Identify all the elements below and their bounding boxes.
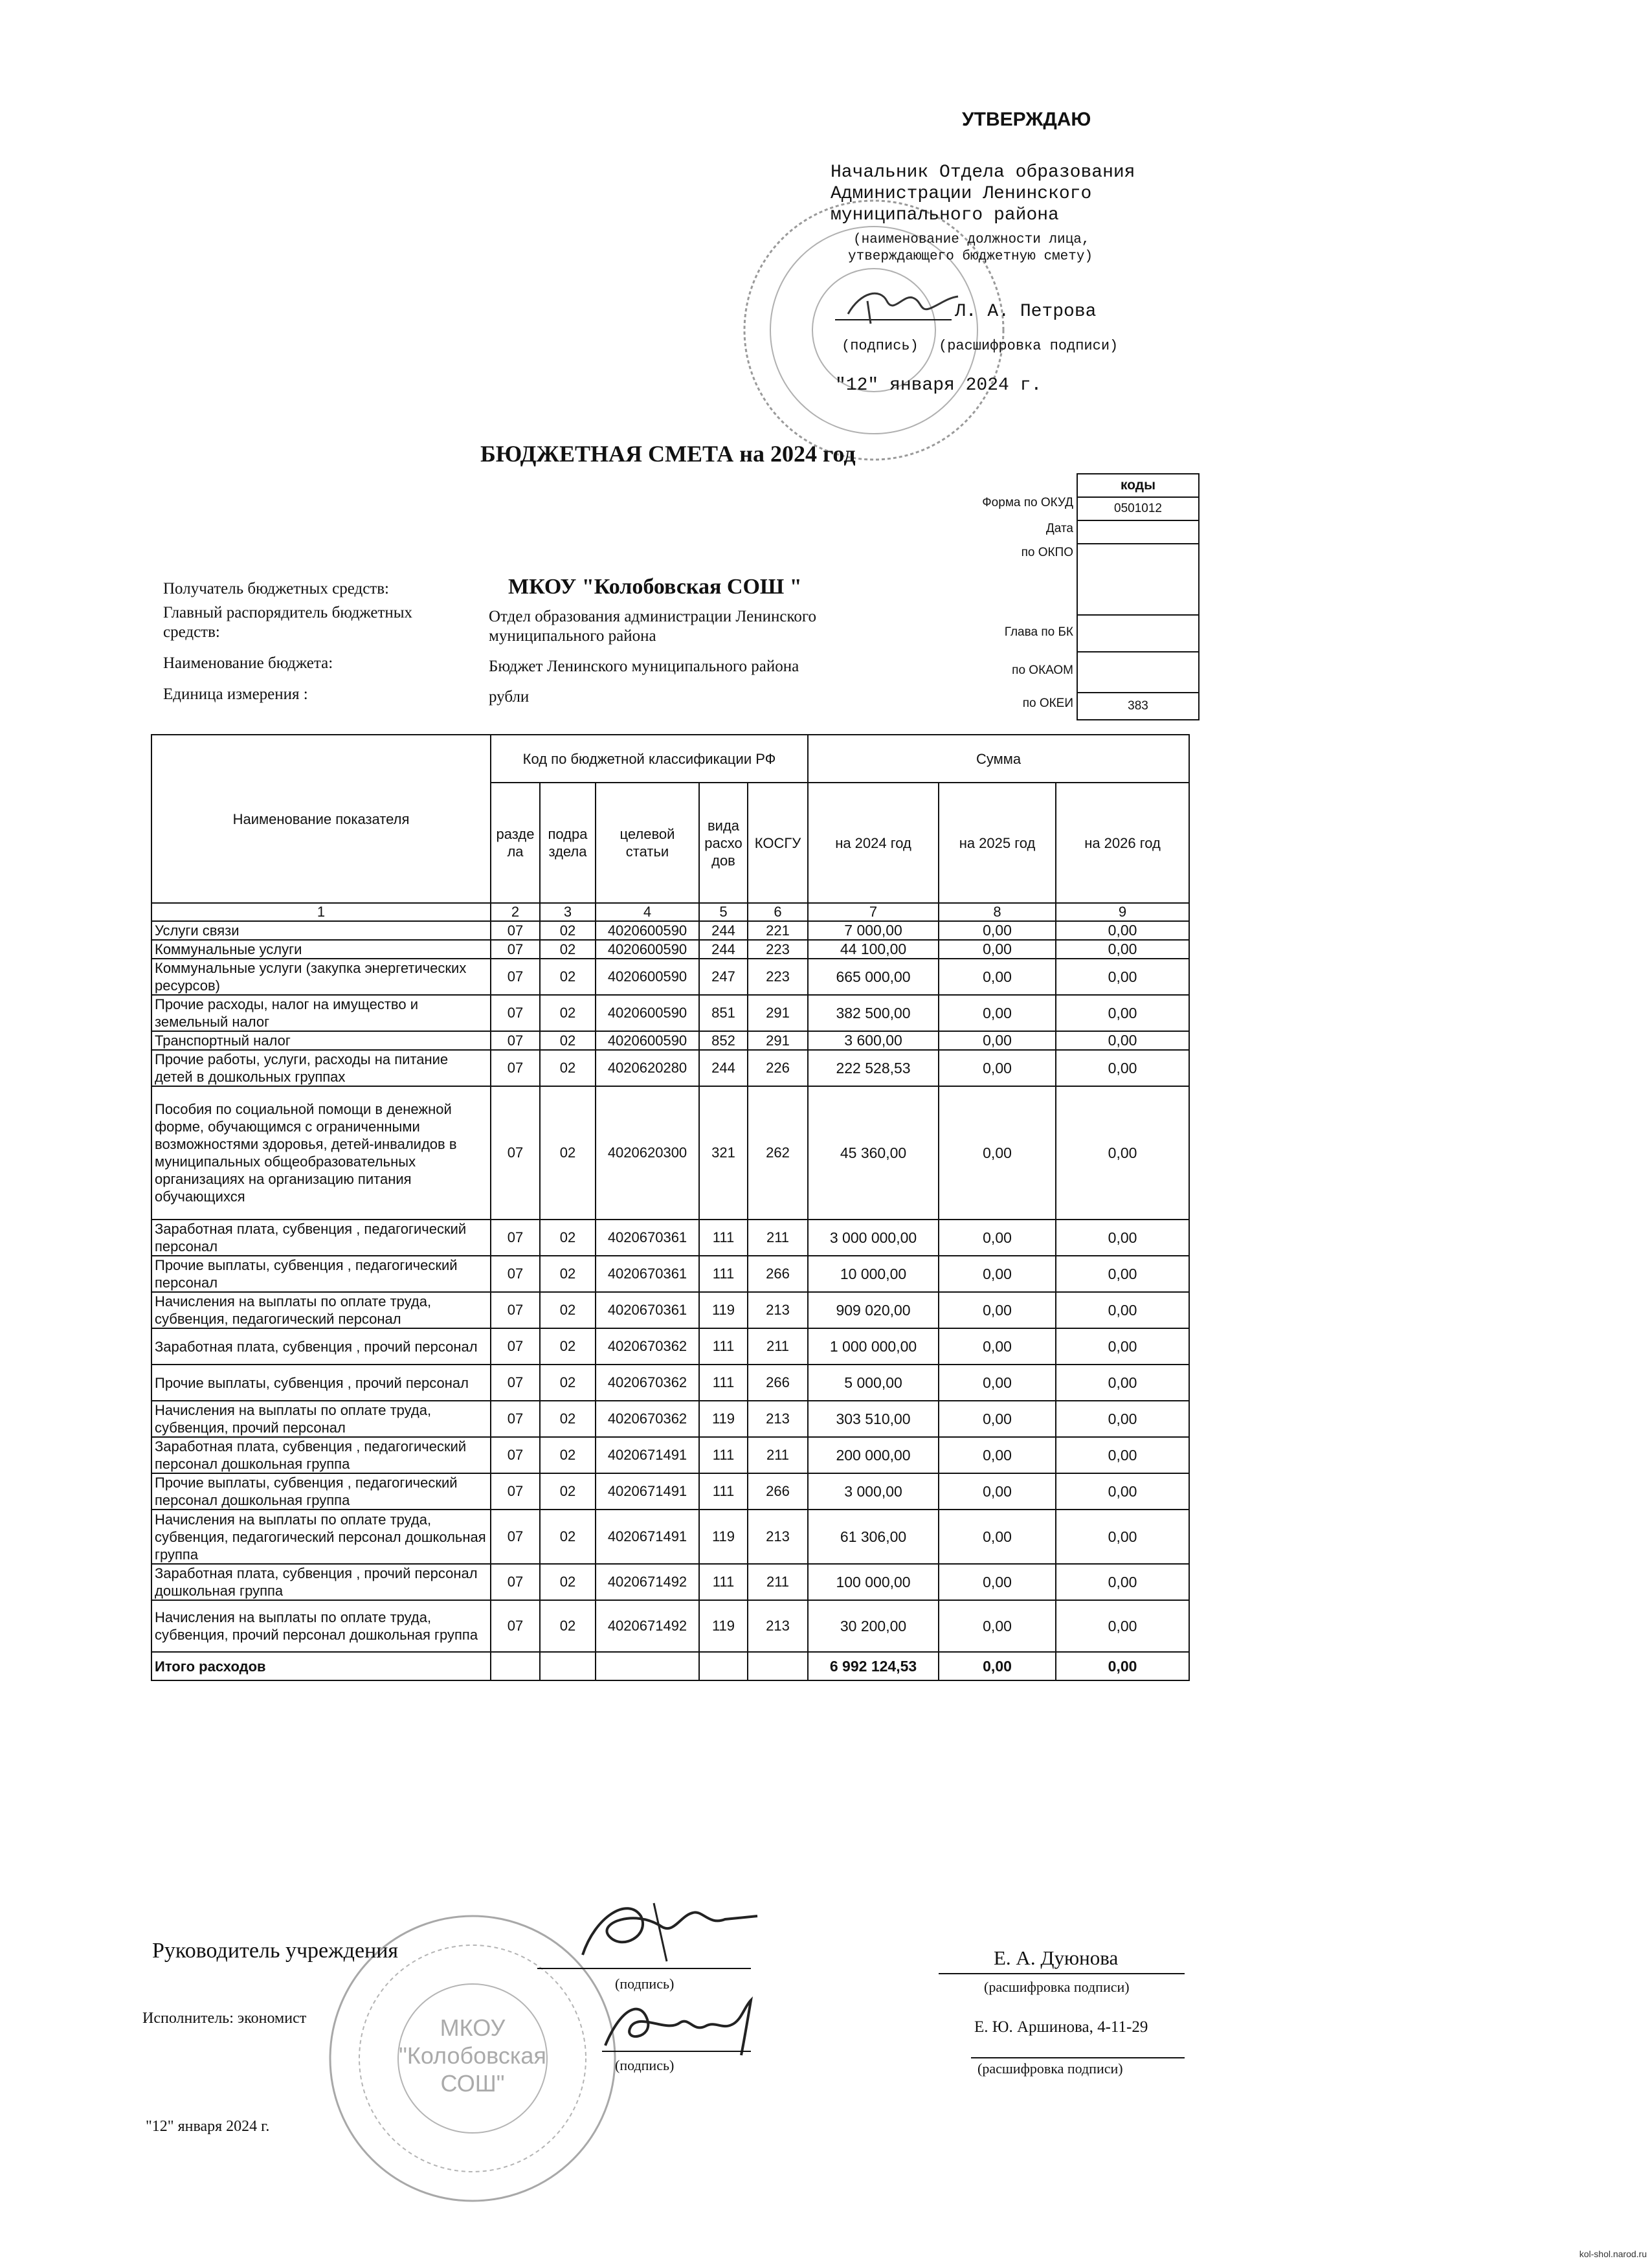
head-signature-line: [537, 1968, 751, 1969]
row-expense-type: 119: [699, 1510, 748, 1564]
row-subsection: 02: [540, 1220, 596, 1256]
okei-value: 383: [1078, 692, 1198, 719]
okpo-label: по ОКПО: [1021, 546, 1073, 559]
row-kosgu: 213: [748, 1401, 808, 1437]
row-target: 4020670361: [596, 1256, 699, 1292]
column-number: 5: [699, 903, 748, 921]
row-target: 4020600590: [596, 1031, 699, 1050]
codes-box: [1077, 473, 1200, 720]
approval-position-line: муниципального района: [831, 205, 1059, 225]
row-subsection: 02: [540, 1401, 596, 1437]
row-sum-2025: 0,00: [939, 1401, 1056, 1437]
okud-label: Форма по ОКУД: [982, 496, 1073, 509]
row-kosgu: 266: [748, 1473, 808, 1510]
okaom-value: [1078, 651, 1198, 692]
executor-name: Е. Ю. Аршинова, 4-11-29: [974, 2018, 1148, 2036]
row-sum-2024: 303 510,00: [808, 1401, 939, 1437]
row-sum-2026: 0,00: [1056, 1564, 1189, 1600]
row-sum-2026: 0,00: [1056, 1401, 1189, 1437]
row-target: 4020671491: [596, 1510, 699, 1564]
header-name: Наименование показателя: [151, 735, 491, 903]
total-label: Итого расходов: [151, 1652, 491, 1680]
row-sum-2024: 3 600,00: [808, 1031, 939, 1050]
row-sum-2024: 44 100,00: [808, 940, 939, 959]
row-sum-2025: 0,00: [939, 1292, 1056, 1328]
row-sum-2025: 0,00: [939, 959, 1056, 995]
row-kosgu: 211: [748, 1564, 808, 1600]
row-sum-2024: 382 500,00: [808, 995, 939, 1031]
row-subsection: 02: [540, 1600, 596, 1652]
row-sum-2026: 0,00: [1056, 1031, 1189, 1050]
row-kosgu: 291: [748, 1031, 808, 1050]
row-sum-2025: 0,00: [939, 1328, 1056, 1365]
row-section: 07: [491, 1050, 540, 1086]
row-expense-type: 244: [699, 921, 748, 940]
row-target: 4020670361: [596, 1292, 699, 1328]
row-subsection: 02: [540, 995, 596, 1031]
table-row: [151, 940, 1189, 959]
approval-position-note: [848, 232, 1093, 265]
recipient-value: МКОУ "Колобовская СОШ ": [508, 575, 802, 599]
row-expense-type: 244: [699, 940, 748, 959]
budget-label: Наименование бюджета:: [163, 654, 333, 672]
table-row: [151, 1220, 1189, 1256]
column-number: 7: [808, 903, 939, 921]
column-number: 2: [491, 903, 540, 921]
row-target: 4020670361: [596, 1220, 699, 1256]
row-sum-2026: 0,00: [1056, 1473, 1189, 1510]
row-name: Пособия по социальной помощи в денежной форме, обучающимся с ограниченными возможностями здоровья, детей-инвалидов в муниципальных общеобразовательных организациях на организацию питания обучающихся: [151, 1086, 491, 1220]
row-sum-2026: 0,00: [1056, 1510, 1189, 1564]
table-row: [151, 959, 1189, 995]
document-title: БЮДЖЕТНАЯ СМЕТА на 2024 год: [480, 441, 856, 467]
column-number-row: [151, 903, 1189, 921]
unit-label: Единица измерения :: [163, 686, 308, 703]
column-number: 8: [939, 903, 1056, 921]
row-name: Прочие выплаты, субвенция , педагогический персонал дошкольная группа: [151, 1473, 491, 1510]
okud-value: 0501012: [1078, 496, 1198, 520]
empty-cell: [748, 1652, 808, 1680]
row-sum-2024: 665 000,00: [808, 959, 939, 995]
row-section: 07: [491, 940, 540, 959]
row-sum-2025: 0,00: [939, 1256, 1056, 1292]
total-sum-2025: 0,00: [939, 1652, 1056, 1680]
header-2024: на 2024 год: [808, 783, 939, 903]
header-target: целевой статьи: [596, 783, 699, 903]
row-expense-type: 852: [699, 1031, 748, 1050]
row-target: 4020670362: [596, 1365, 699, 1401]
table-row: [151, 1564, 1189, 1600]
manager-label: [163, 603, 412, 642]
manager-label-line: Главный распорядитель бюджетных: [163, 604, 413, 621]
approval-title: УТВЕРЖДАЮ: [962, 109, 1091, 130]
row-expense-type: 111: [699, 1220, 748, 1256]
table-row: [151, 1365, 1189, 1401]
table-row: [151, 995, 1189, 1031]
row-subsection: 02: [540, 1564, 596, 1600]
row-target: 4020671492: [596, 1564, 699, 1600]
row-section: 07: [491, 1401, 540, 1437]
row-target: 4020671491: [596, 1473, 699, 1510]
row-name: Коммунальные услуги: [151, 940, 491, 959]
row-kosgu: 213: [748, 1600, 808, 1652]
okei-label: по ОКЕИ: [1022, 697, 1073, 710]
row-sum-2025: 0,00: [939, 1600, 1056, 1652]
row-section: 07: [491, 1437, 540, 1473]
header-expense-type: вида расхо дов: [699, 783, 748, 903]
row-subsection: 02: [540, 1365, 596, 1401]
table-row: [151, 1401, 1189, 1437]
row-sum-2024: 3 000,00: [808, 1473, 939, 1510]
row-sum-2024: 45 360,00: [808, 1086, 939, 1220]
head-signature: [570, 1890, 764, 1974]
head-decoding-line: [939, 1973, 1185, 1974]
row-expense-type: 119: [699, 1401, 748, 1437]
total-sum-2024: 6 992 124,53: [808, 1652, 939, 1680]
row-kosgu: 213: [748, 1292, 808, 1328]
executor-signature-label: (подпись): [615, 2057, 675, 2073]
row-section: 07: [491, 995, 540, 1031]
date-code-value: [1078, 520, 1198, 543]
row-sum-2026: 0,00: [1056, 1328, 1189, 1365]
row-name: Услуги связи: [151, 921, 491, 940]
row-section: 07: [491, 921, 540, 940]
row-sum-2024: 3 000 000,00: [808, 1220, 939, 1256]
row-sum-2025: 0,00: [939, 921, 1056, 940]
row-target: 4020670362: [596, 1328, 699, 1365]
table-row: [151, 1600, 1189, 1652]
row-sum-2024: 1 000 000,00: [808, 1328, 939, 1365]
executor-decoding-line: [971, 2057, 1185, 2058]
row-subsection: 02: [540, 1510, 596, 1564]
row-section: 07: [491, 1086, 540, 1220]
header-kosgu: КОСГУ: [748, 783, 808, 903]
row-sum-2026: 0,00: [1056, 1086, 1189, 1220]
row-expense-type: 119: [699, 1600, 748, 1652]
column-number: 9: [1056, 903, 1189, 921]
codes-header: коды: [1120, 478, 1156, 493]
row-target: 4020600590: [596, 940, 699, 959]
date-code-label: Дата: [1045, 522, 1073, 535]
table-row: [151, 1256, 1189, 1292]
empty-cell: [699, 1652, 748, 1680]
row-sum-2024: 100 000,00: [808, 1564, 939, 1600]
row-target: 4020600590: [596, 995, 699, 1031]
row-name: Коммунальные услуги (закупка энергетических ресурсов): [151, 959, 491, 995]
approval-note-line: (наименование должности лица,: [853, 232, 1090, 247]
row-expense-type: 321: [699, 1086, 748, 1220]
approval-name: Л. А. Петрова: [955, 302, 1097, 322]
empty-cell: [491, 1652, 540, 1680]
row-expense-type: 111: [699, 1256, 748, 1292]
approval-signature-label: (подпись): [842, 338, 919, 354]
row-name: Начисления на выплаты по оплате труда, субвенция, прочий персонал: [151, 1401, 491, 1437]
row-section: 07: [491, 1365, 540, 1401]
bk-label: Глава по БК: [1004, 625, 1073, 639]
table-row: [151, 1437, 1189, 1473]
row-expense-type: 111: [699, 1437, 748, 1473]
table-row: [151, 921, 1189, 940]
row-kosgu: 211: [748, 1220, 808, 1256]
row-sum-2025: 0,00: [939, 1510, 1056, 1564]
row-expense-type: 111: [699, 1473, 748, 1510]
row-section: 07: [491, 1564, 540, 1600]
recipient-label: Получатель бюджетных средств:: [163, 580, 389, 597]
row-sum-2025: 0,00: [939, 995, 1056, 1031]
row-target: 4020671492: [596, 1600, 699, 1652]
row-expense-type: 851: [699, 995, 748, 1031]
row-sum-2025: 0,00: [939, 1086, 1056, 1220]
okaom-label: по ОКАОМ: [1012, 663, 1073, 677]
row-section: 07: [491, 1256, 540, 1292]
approval-note-line: утверждающего бюджетную смету): [848, 249, 1093, 264]
row-name: Заработная плата, субвенция , прочий персонал: [151, 1328, 491, 1365]
row-sum-2024: 61 306,00: [808, 1510, 939, 1564]
row-section: 07: [491, 1292, 540, 1328]
row-sum-2026: 0,00: [1056, 995, 1189, 1031]
row-sum-2024: 7 000,00: [808, 921, 939, 940]
row-name: Начисления на выплаты по оплате труда, субвенция, прочий персонал дошкольная группа: [151, 1600, 491, 1652]
row-subsection: 02: [540, 1031, 596, 1050]
approval-signature: [842, 278, 965, 330]
table-row: [151, 1328, 1189, 1365]
row-sum-2026: 0,00: [1056, 921, 1189, 940]
table-row: [151, 1510, 1189, 1564]
head-signature-label: (подпись): [615, 1976, 675, 1992]
row-target: 4020670362: [596, 1401, 699, 1437]
header-2025: на 2025 год: [939, 783, 1056, 903]
manager-value-line: Отдел образования администрации Ленинского: [489, 608, 817, 625]
row-sum-2025: 0,00: [939, 1365, 1056, 1401]
approval-position: [831, 162, 1135, 226]
row-sum-2024: 222 528,53: [808, 1050, 939, 1086]
approval-position-line: Начальник Отдела образования: [831, 162, 1135, 183]
seal-text-line: "Колобовская: [399, 2042, 546, 2069]
row-sum-2026: 0,00: [1056, 1600, 1189, 1652]
row-name: Начисления на выплаты по оплате труда, субвенция, педагогический персонал: [151, 1292, 491, 1328]
row-sum-2026: 0,00: [1056, 1050, 1189, 1086]
row-sum-2026: 0,00: [1056, 959, 1189, 995]
row-section: 07: [491, 1220, 540, 1256]
row-name: Прочие выплаты, субвенция , прочий персонал: [151, 1365, 491, 1401]
row-section: 07: [491, 1473, 540, 1510]
seal-text-line: МКОУ: [440, 2014, 506, 2041]
row-sum-2024: 30 200,00: [808, 1600, 939, 1652]
row-kosgu: 262: [748, 1086, 808, 1220]
row-subsection: 02: [540, 1086, 596, 1220]
empty-cell: [540, 1652, 596, 1680]
site-watermark: kol-shol.narod.ru: [1579, 2249, 1647, 2259]
row-section: 07: [491, 1031, 540, 1050]
executor-label: Исполнитель: экономист: [142, 2010, 307, 2027]
column-number: 4: [596, 903, 699, 921]
unit-value: рубли: [489, 688, 530, 706]
table-row: [151, 1086, 1189, 1220]
row-name: Прочие расходы, налог на имущество и земельный налог: [151, 995, 491, 1031]
table-row: [151, 1031, 1189, 1050]
row-sum-2025: 0,00: [939, 1031, 1056, 1050]
executor-signature: [596, 1994, 764, 2058]
row-kosgu: 223: [748, 940, 808, 959]
head-name: Е. А. Дуюнова: [994, 1946, 1119, 1969]
row-section: 07: [491, 1328, 540, 1365]
row-sum-2025: 0,00: [939, 1050, 1056, 1086]
row-expense-type: 111: [699, 1564, 748, 1600]
row-kosgu: 221: [748, 921, 808, 940]
approval-decoding-label: (расшифровка подписи): [939, 338, 1119, 354]
total-sum-2026: 0,00: [1056, 1652, 1189, 1680]
bk-value: [1078, 614, 1198, 651]
row-name: Заработная плата, субвенция , педагогический персонал дошкольная группа: [151, 1437, 491, 1473]
row-subsection: 02: [540, 1328, 596, 1365]
row-kosgu: 211: [748, 1437, 808, 1473]
row-kosgu: 266: [748, 1256, 808, 1292]
row-sum-2026: 0,00: [1056, 1256, 1189, 1292]
row-name: Заработная плата, субвенция , педагогический персонал: [151, 1220, 491, 1256]
row-expense-type: 111: [699, 1365, 748, 1401]
manager-value-line: муниципального района: [489, 627, 656, 645]
row-sum-2026: 0,00: [1056, 1437, 1189, 1473]
row-section: 07: [491, 1600, 540, 1652]
row-target: 4020600590: [596, 959, 699, 995]
header-sum-group: Сумма: [808, 735, 1189, 783]
executor-decoding-label: (расшифровка подписи): [977, 2060, 1123, 2077]
approval-position-line: Администрации Ленинского: [831, 184, 1092, 204]
row-sum-2026: 0,00: [1056, 1292, 1189, 1328]
header-2026: на 2026 год: [1056, 783, 1189, 903]
row-kosgu: 213: [748, 1510, 808, 1564]
row-subsection: 02: [540, 921, 596, 940]
row-kosgu: 211: [748, 1328, 808, 1365]
row-sum-2025: 0,00: [939, 1473, 1056, 1510]
footer-date: "12" января 2024 г.: [146, 2118, 270, 2135]
budget-table: [151, 734, 1190, 1681]
row-subsection: 02: [540, 959, 596, 995]
row-subsection: 02: [540, 1050, 596, 1086]
row-expense-type: 244: [699, 1050, 748, 1086]
column-number: 3: [540, 903, 596, 921]
table-row: [151, 1050, 1189, 1086]
row-sum-2024: 909 020,00: [808, 1292, 939, 1328]
row-sum-2025: 0,00: [939, 1437, 1056, 1473]
row-target: 4020671491: [596, 1437, 699, 1473]
head-label: Руководитель учреждения: [152, 1939, 399, 1963]
row-sum-2026: 0,00: [1056, 940, 1189, 959]
budget-value: Бюджет Ленинского муниципального района: [489, 658, 799, 675]
row-expense-type: 119: [699, 1292, 748, 1328]
row-sum-2025: 0,00: [939, 940, 1056, 959]
row-kosgu: 223: [748, 959, 808, 995]
row-sum-2026: 0,00: [1056, 1220, 1189, 1256]
row-subsection: 02: [540, 1256, 596, 1292]
approval-date: "12" января 2024 г.: [835, 375, 1042, 396]
row-name: Заработная плата, субвенция , прочий персонал дошкольная группа: [151, 1564, 491, 1600]
header-code-group: Код по бюджетной классификации РФ: [491, 735, 808, 783]
row-section: 07: [491, 1510, 540, 1564]
table-row: [151, 1473, 1189, 1510]
total-row: [151, 1652, 1189, 1680]
row-sum-2024: 200 000,00: [808, 1437, 939, 1473]
row-kosgu: 266: [748, 1365, 808, 1401]
row-expense-type: 247: [699, 959, 748, 995]
seal-text-line: СОШ": [440, 2070, 505, 2097]
table-row: [151, 1292, 1189, 1328]
row-target: 4020600590: [596, 921, 699, 940]
row-sum-2025: 0,00: [939, 1564, 1056, 1600]
row-sum-2024: 10 000,00: [808, 1256, 939, 1292]
head-decoding-label: (расшифровка подписи): [984, 1979, 1130, 1995]
row-subsection: 02: [540, 940, 596, 959]
column-number: 1: [151, 903, 491, 921]
row-name: Прочие работы, услуги, расходы на питание детей в дошкольных группах: [151, 1050, 491, 1086]
manager-value: [489, 607, 816, 646]
row-sum-2024: 5 000,00: [808, 1365, 939, 1401]
row-sum-2026: 0,00: [1056, 1365, 1189, 1401]
row-target: 4020620300: [596, 1086, 699, 1220]
row-subsection: 02: [540, 1292, 596, 1328]
row-subsection: 02: [540, 1473, 596, 1510]
column-number: 6: [748, 903, 808, 921]
header-subsection: подра здела: [540, 783, 596, 903]
row-kosgu: 291: [748, 995, 808, 1031]
okpo-value: [1078, 543, 1198, 614]
row-name: Транспортный налог: [151, 1031, 491, 1050]
row-expense-type: 111: [699, 1328, 748, 1365]
row-section: 07: [491, 959, 540, 995]
row-name: Прочие выплаты, субвенция , педагогический персонал: [151, 1256, 491, 1292]
row-kosgu: 226: [748, 1050, 808, 1086]
row-target: 4020620280: [596, 1050, 699, 1086]
executor-signature-line: [602, 2051, 751, 2052]
row-subsection: 02: [540, 1437, 596, 1473]
row-name: Начисления на выплаты по оплате труда, субвенция, педагогический персонал дошкольная группа: [151, 1510, 491, 1564]
row-sum-2025: 0,00: [939, 1220, 1056, 1256]
manager-label-line: средств:: [163, 623, 220, 641]
header-section: разде ла: [491, 783, 540, 903]
empty-cell: [596, 1652, 699, 1680]
